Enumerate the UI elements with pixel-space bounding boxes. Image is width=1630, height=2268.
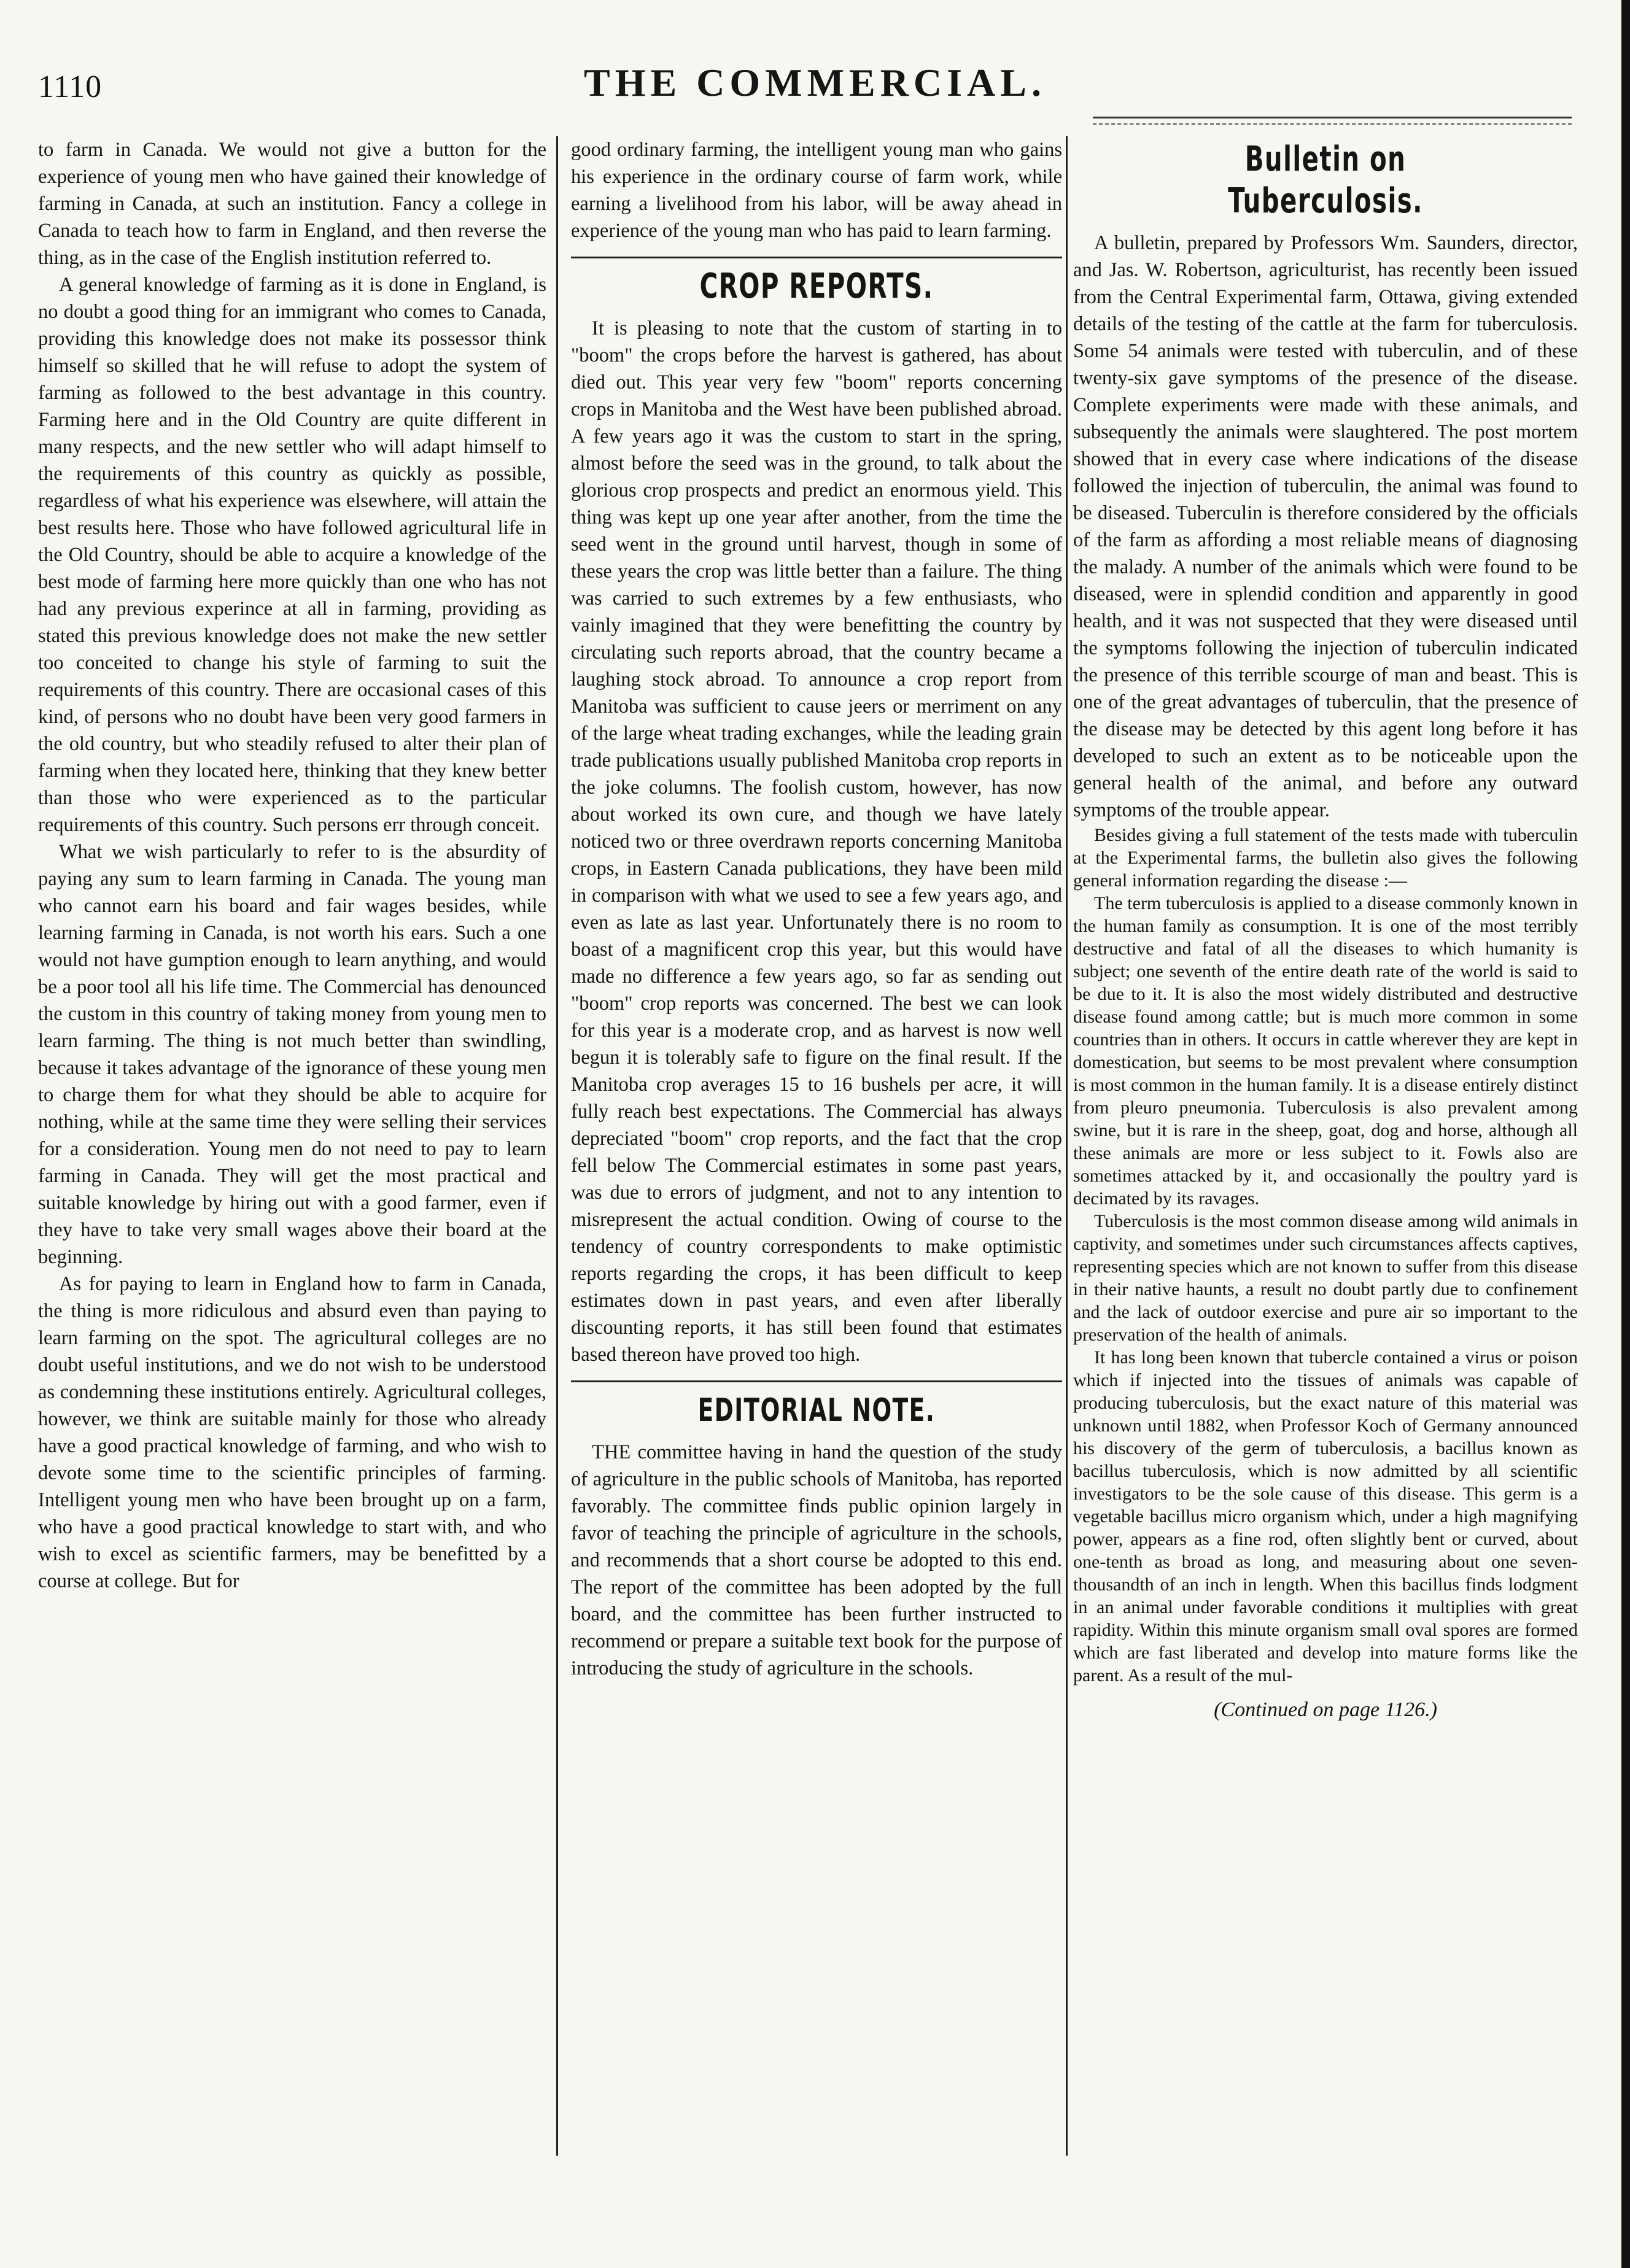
middle-column — [571, 136, 1062, 2156]
section-rule — [571, 257, 1062, 258]
section-rule — [571, 1380, 1062, 1382]
right-column — [1073, 136, 1578, 2156]
column-divider — [1066, 136, 1068, 2156]
article-paragraph: A general knowledge of farming as it is done in England, is no doubt a good thing for an immigrant who comes to Canada, providing this knowledge does not make its possessor think himself so skilled that he will refuse to adopt the system of farming as followed to the best advantage in this country. Farming here and in the Old Country are quite different in many respects, and the new settler who will adapt himself to the requirements of this country as quickly as possible, regardless of what his experience was elsewhere, will attain the best results here. Those who have followed agricultural life in the Old Country, should be able to acquire a knowledge of the best mode of farming here more quickly than one who has not had any previous experince at all in farming, providing as stated this previous knowledge does not make the new settler too conceited to change his style of farming to suit the requirements of this country. There are occasional cases of this kind, of persons who no doubt have been very good farmers in the old country, but who steadily refused to alter their plan of farming when they located here, thinking that they knew better than those who were experienced as to the particular requirements of this country. Such persons err through conceit. — [38, 274, 546, 836]
article-paragraph: What we wish particularly to refer to is the absurdity of paying any sum to learn farming in Canada. The young man who cannot earn his board and fair wages besides, while learning farming in Canada, is not worth his ears. Such a one would not have gumption enough to learn anything, and would be a poor tool all his life time. The Commercial has denounced the custom in this country of taking money from young men to learn farming. The thing is not much better than swindling, because it takes advantage of the ignorance of these young men to charge them for what they should be able to acquire for nothing, while at the same time they were selling their services for a consideration. Young men do not need to pay to learn farming in Canada. They will get the most practical and suitable knowledge by hiring out with a good farmer, even if they have to take very small wages above their board at the beginning. — [38, 841, 546, 1268]
article-paragraph: good ordinary farming, the intelligent young man who gains his experience in the ordinary course of farm work, while earning a livelihood from his labor, will be away ahead in experience of the young man who has paid to learn farming. — [571, 139, 1062, 242]
article-paragraph: to farm in Canada. We would not give a button for the experience of young men who have gained their knowledge of farming in Canada, at such an institution. Fancy a college in Canada to teach how to farm in England, and then reverse the thing, as in the case of the English institution referred to. — [38, 139, 546, 269]
article-paragraph: Tuberculosis is the most common disease among wild animals in captivity, and sometimes under such circumstances affects captives, representing species which are not known to suffer from this disease in their native haunts, a result no doubt partly due to confinement and the lack of outdoor exercise and pure air so important to the preservation of the health of animals. — [1073, 1211, 1578, 1345]
left-column — [38, 136, 546, 2156]
bulletin-excerpt — [1073, 824, 1578, 1687]
page-number: 1110 — [38, 69, 103, 104]
article-paragraph: It has long been known that tubercle contained a virus or poison which if injected into the tissues of animals was capable of producing tuberculosis, but the exact nature of this material was unknown until 1882, when Professor Koch of Germany announced his discovery of the germ of tuberculosis, a bacillus known as bacillus tuberculosis, which is now admitted by all scientific investigators to be the sole cause of this disease. This germ is a vegetable bacillus micro organism which, under a high magnifying power, appears as a fine rod, often slightly bent or curved, about one-tenth as broad as long, and measuring about one seven-thousandth of an inch in length. When this bacillus finds lodgment in an animal under favorable conditions it multiplies with great rapidity. Within this minute organism small oval spores are formed which are fast liberated and develop into mature forms like the parent. As a result of the mul- — [1073, 1347, 1578, 1686]
bulletin-heading: Bulletin on Tuberculosis. — [1228, 139, 1423, 221]
page-edge-border — [1621, 0, 1630, 2268]
article-paragraph: Besides giving a full statement of the tests made with tuberculin at the Experimental farms, the bulletin also gives the following general information regarding the disease :— — [1073, 825, 1578, 891]
article-paragraph: It is pleasing to note that the custom of starting in to "boom" the crops before the harvest is gathered, has about died out. This year very few "boom" reports concerning crops in Manitoba and the West have been published abroad. A few years ago it was the custom to start in the spring, almost before the seed was in the ground, to talk about the glorious crop prospects and predict an enormous yield. This thing was kept up one year after another, from the time the seed went in the ground until harvest, though in some of these years the crop was little better than a failure. The thing was carried to such extremes by a few enthusiasts, who vainly imagined that they were benefitting the country by circulating such reports abroad, that the country became a laughing stock abroad. To announce a crop report from Manitoba was sufficient to cause jeers or merriment on any of the large wheat trading exchanges, while the leading grain trade publications usually published Manitoba crop reports in the joke columns. The foolish custom, however, has now about worked its own cure, and though we have lately noticed two or three overdrawn reports concerning Manitoba crops, in Eastern Canada publications, they have been mild in comparison with what we used to see a few years ago, and even as late as last year. Unfortunately there is no room to boast of a magnificent crop this year, but this would have made no difference a few years ago, so far as sending out "boom" crop reports was concerned. The best we can look for this year is a moderate crop, and as harvest is now well begun it is tolerably safe to figure on the final result. If the Manitoba crop averages 15 to 16 bushels per acre, it will fully reach best expectations. The Commercial has always depreciated "boom" crop reports, and the fact that the crop fell below The Commercial estimates in some past years, was due to errors of judgment, and not to any intention to misrepresent the actual condition. Owing of course to the tendency of country correspondents to make optimistic reports regarding the crops, it has been difficult to keep estimates down in past years, and even after liberally discounting reports, it has still been found that estimates based thereon have proved too high. — [571, 317, 1062, 1366]
crop-reports-heading: CROP REPORTS. — [699, 266, 934, 306]
masthead-title: THE COMMERCIAL. — [584, 61, 1046, 104]
article-paragraph: The term tuberculosis is applied to a disease commonly known in the human family as consumption. It is one of the most terribly destructive and fatal of all the diseases to which humanity is subject; one seventh of the entire death rate of the world is said to be due to it. It is also the most widely distributed and destructive disease found among cattle; but is much more common in some countries than in others. It occurs in cattle wherever they are kept in domestication, but seems to be most prevalent where consumption is most common in the human family. It is a disease entirely distinct from pleuro pneumonia. Tuberculosis is also prevalent among swine, but it is rare in the sheep, goat, dog and horse, although all these animals are more or less subject to it. Fowls also are sometimes attacked by it, and occasionally the poultry yard is decimated by its ravages. — [1073, 893, 1578, 1209]
column-divider — [556, 136, 558, 2156]
masthead-rule — [1093, 117, 1572, 125]
editorial-note-heading: EDITORIAL NOTE. — [697, 1392, 936, 1429]
article-paragraph: As for paying to learn in England how to farm in Canada, the thing is more ridiculous and absurd even than paying to learn farming on the spot. The agricultural colleges are no doubt useful institutions, and we do not wish to be understood as condemning these institutions entirely. Agricultural colleges, however, we think are suitable mainly for those who already have a good practical knowledge of farming, and who wish to devote some time to the scientific principles of farming. Intelligent young men who have been brought up on a farm, who have a good practical knowledge to start with, and who wish to excel as scientific farmers, may be benefitted by a course at college. But for — [38, 1273, 546, 1592]
article-paragraph: A bulletin, prepared by Professors Wm. Saunders, director, and Jas. W. Robertson, agriculturist, has recently been issued from the Central Experimental farm, Ottawa, giving extended details of the testing of the cattle at the farm for tuberculosis. Some 54 animals were tested with tuberculin, and of these twenty-six gave symptoms of the presence of the disease. Complete experiments were made with these animals, and subsequently the animals were slaughtered. The post mortem showed that in every case where indications of the disease followed the injection of tuberculin, the animal was found to be diseased. Tuberculin is therefore considered by the officials of the farm as affording a most reliable means of diagnosing the malady. A number of the animals which were found to be diseased, were in splendid condition and apparently in good health, and it was not suspected that they were diseased until the symptoms following the injection of tuberculin indicated the presence of this terrible scourge of man and beast. This is one of the great advantages of tuberculin, that the presence of the disease may be detected by this agent long before it has developed to such an extent as to be noticeable upon the general health of the animal, and before any outward symptoms of the trouble appear. — [1073, 232, 1578, 821]
article-paragraph: THE committee having in hand the question of the study of agriculture in the public schools of Manitoba, has reported favorably. The committee finds public opinion largely in favor of teaching the principle of agriculture in the schools, and recommends that a short course be adopted to this end. The report of the committee has been adopted by the full board, and the committee has been further instructed to recommend or prepare a suitable text book for the purpose of introducing the study of agriculture in the schools. — [571, 1441, 1062, 1679]
continued-notice: (Continued on page 1126.) — [1214, 1698, 1437, 1721]
